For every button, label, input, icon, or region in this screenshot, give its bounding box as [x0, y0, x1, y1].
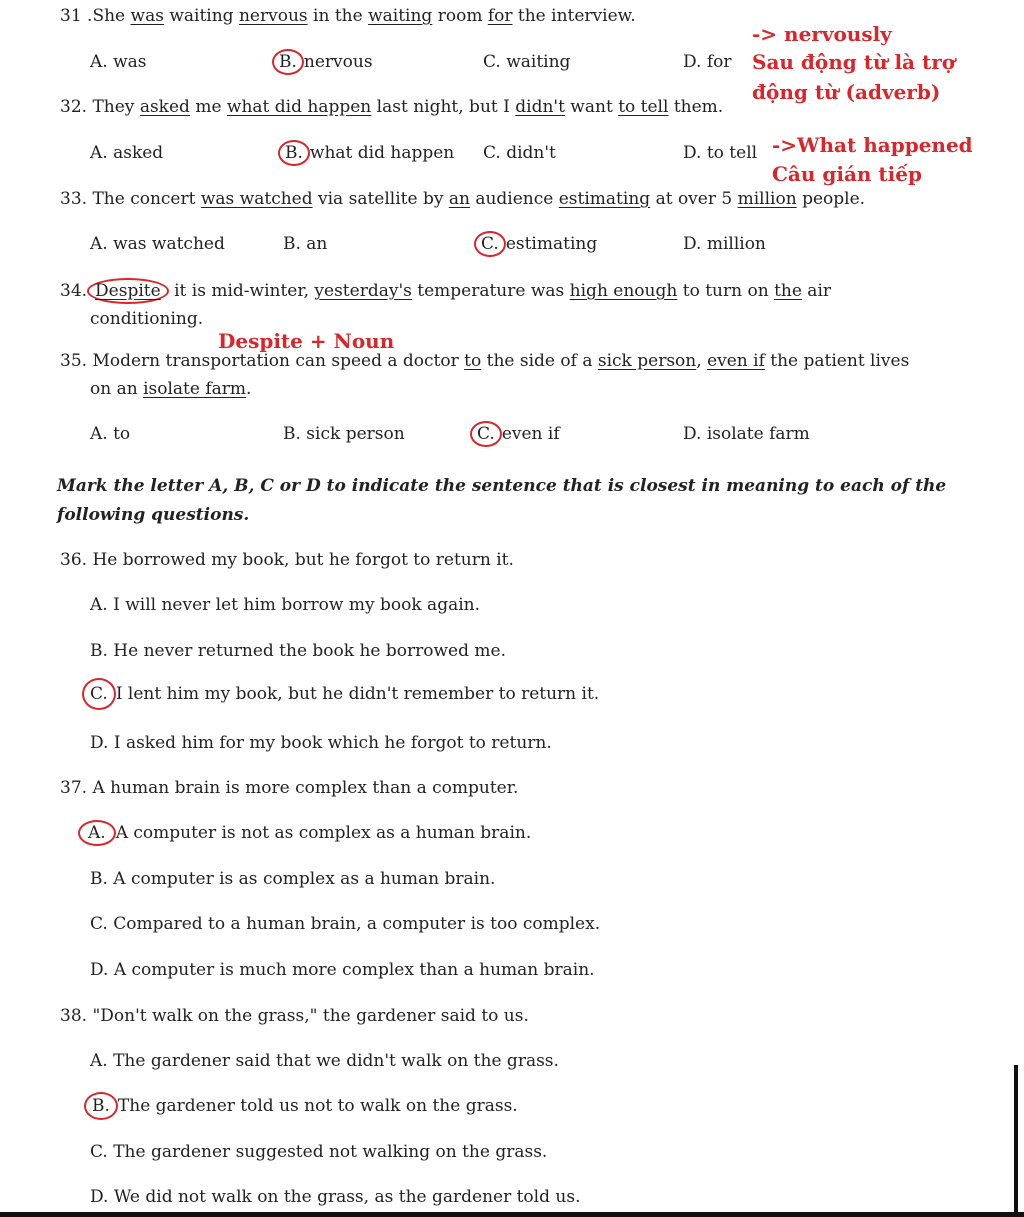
option-33b: B. an [283, 234, 328, 254]
annotation-adverb-1: Sau động từ là trợ [752, 50, 956, 74]
question-36: 36. He borrowed my book, but he forgot to return it. [60, 550, 514, 570]
option-31b: B. nervous [272, 52, 373, 72]
annotation-despite-noun: Despite + Noun [218, 329, 395, 353]
option-36d: D. I asked him for my book which he forgot to return. [90, 733, 552, 753]
question-31: 31 .She was waiting nervous in the waiting room for the interview. [60, 6, 636, 26]
option-38c: C. The gardener suggested not walking on the grass. [90, 1142, 548, 1162]
option-36b: B. He never returned the book he borrowed me. [90, 641, 506, 661]
option-35d: D. isolate farm [683, 424, 810, 444]
option-38a: A. The gardener said that we didn't walk on the grass. [90, 1051, 559, 1071]
option-31d: D. for [683, 52, 732, 72]
option-31a: A. was [90, 52, 147, 72]
option-38d: D. We did not walk on the grass, as the gardener told us. [90, 1187, 581, 1207]
option-37d: D. A computer is much more complex than a human brain. [90, 960, 595, 980]
option-36a: A. I will never let him borrow my book again. [90, 595, 481, 615]
answer-circle: B. [278, 140, 310, 166]
answer-circle: C. [474, 231, 506, 257]
option-33c: C. estimating [474, 234, 597, 254]
question-38: 38. "Don't walk on the grass," the gardener said to us. [60, 1006, 529, 1026]
option-37c: C. Compared to a human brain, a computer is too complex. [90, 914, 601, 934]
option-35a: A. to [90, 424, 131, 444]
question-34-line2: conditioning. [90, 309, 204, 329]
answer-circle: B. [272, 49, 304, 75]
option-33d: D. million [683, 234, 766, 254]
option-31c: C. waiting [483, 52, 571, 72]
annotation-nervously: -> nervously [752, 22, 892, 46]
option-35c: C. even if [470, 424, 560, 444]
section-instruction: Mark the letter A, B, C or D to indicate the sentence that is closest in meaning to each of the [57, 476, 947, 496]
section-instruction-line2: following questions. [57, 505, 250, 525]
answer-circle: B. [84, 1092, 118, 1120]
question-35-line2: on an isolate farm. [90, 379, 252, 399]
question-32: 32. They asked me what did happen last night, but I didn't want to tell them. [60, 97, 724, 117]
option-37a: A. A computer is not as complex as a human brain. [78, 823, 531, 843]
annotation-what-happened: ->What happened [772, 133, 973, 157]
option-32b: B. what did happen [278, 143, 454, 163]
option-35b: B. sick person [283, 424, 405, 444]
answer-circle: C. [82, 678, 116, 710]
option-32c: C. didn't [483, 143, 556, 163]
option-32a: A. asked [90, 143, 164, 163]
option-32d: D. to tell [683, 143, 758, 163]
bottom-border [0, 1212, 1024, 1217]
question-35: 35. Modern transportation can speed a doctor to the side of a sick person, even if the patient lives [60, 351, 910, 371]
answer-circle: C. [470, 421, 502, 447]
option-36c: C. I lent him my book, but he didn't remember to return it. [82, 684, 599, 704]
answer-circle: A. [78, 820, 116, 846]
option-33a: A. was watched [90, 234, 225, 254]
option-37b: B. A computer is as complex as a human brain. [90, 869, 496, 889]
option-38b: B. The gardener told us not to walk on the grass. [84, 1096, 518, 1116]
question-33: 33. The concert was watched via satellite by an audience estimating at over 5 million people. [60, 189, 866, 209]
annotation-indirect-speech: Câu gián tiếp [772, 162, 922, 186]
question-37: 37. A human brain is more complex than a computer. [60, 778, 519, 798]
scrollbar-thumb[interactable] [1014, 1065, 1018, 1213]
answer-circle: Despite [87, 278, 169, 304]
annotation-adverb-2: động từ (adverb) [752, 80, 941, 104]
question-34: 34. Despite it is mid-winter, yesterday's temperature was high enough to turn on the air [60, 281, 831, 301]
